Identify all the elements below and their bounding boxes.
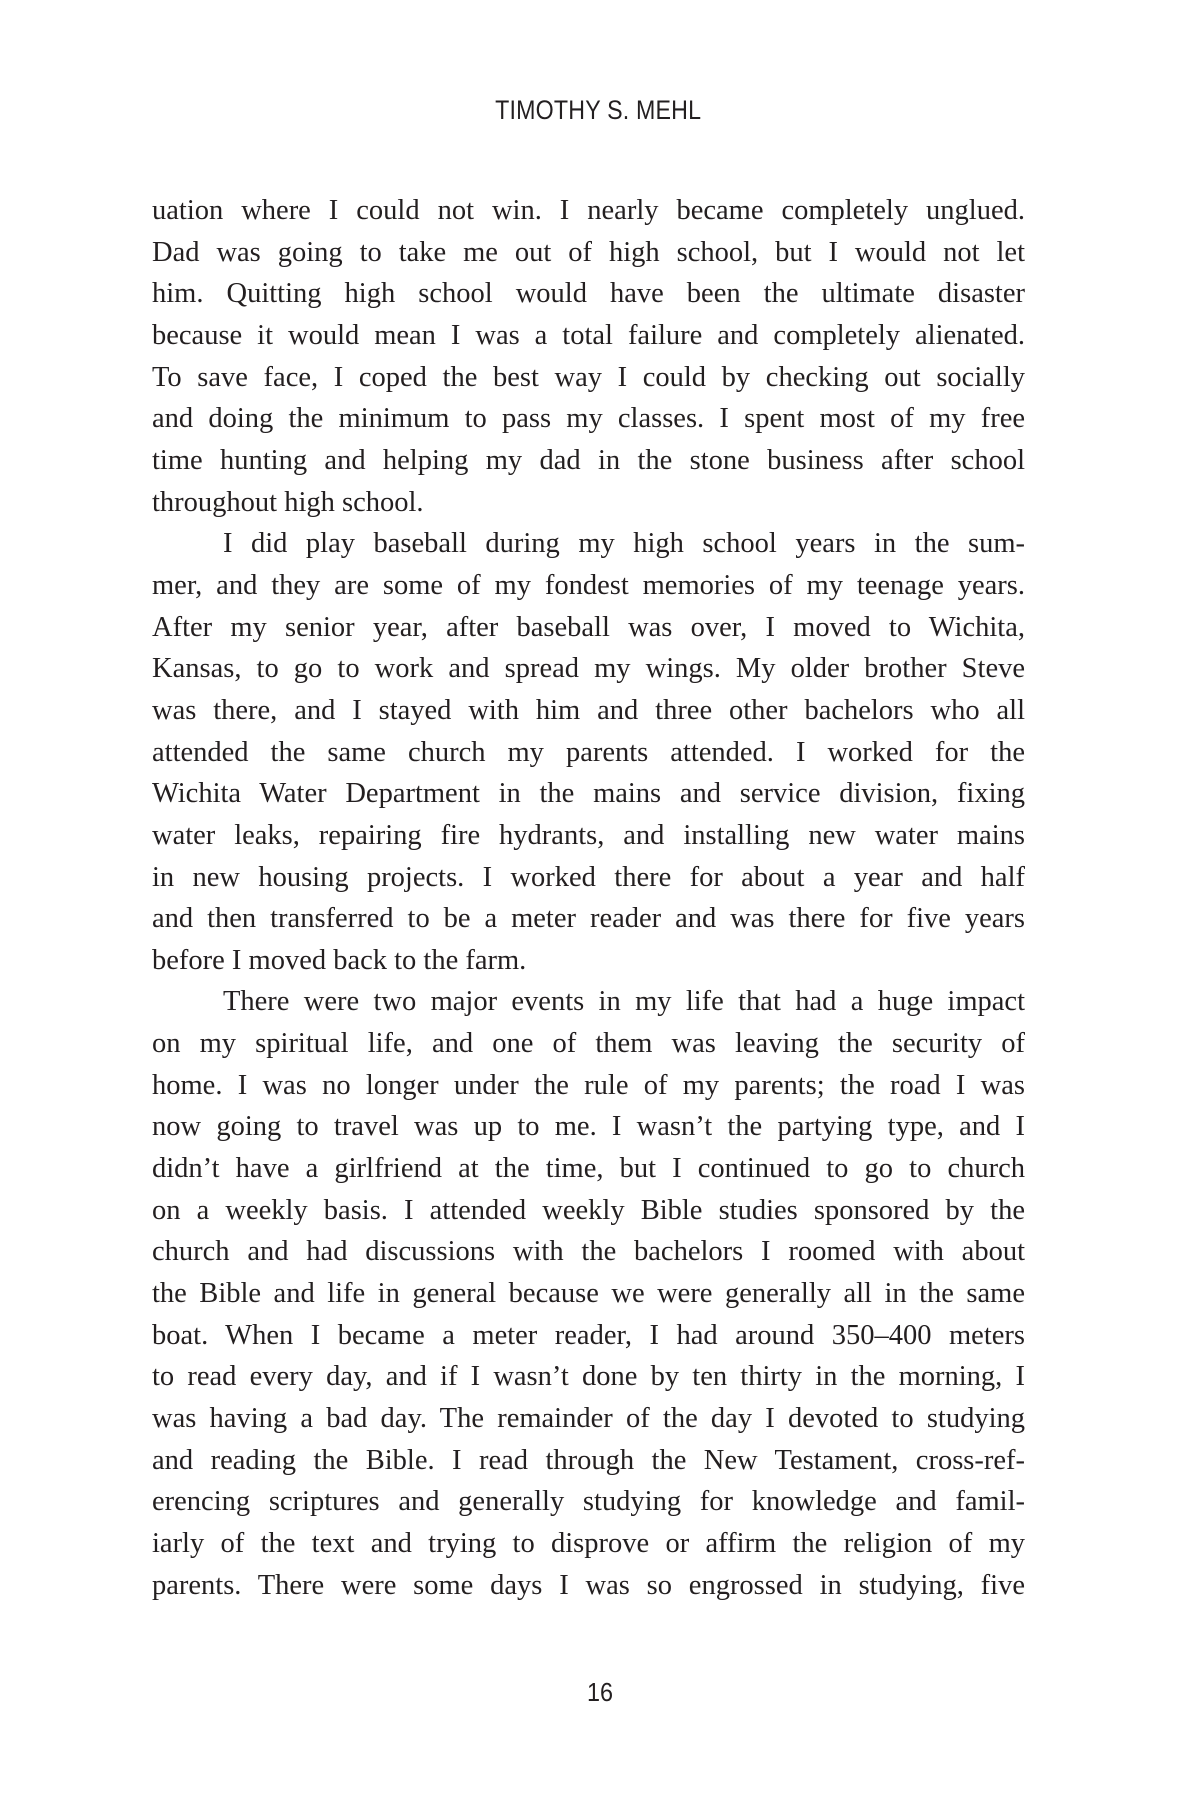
text-line: to read every day, and if I wasn’t done by ten thirty in the morning, I	[152, 1361, 1025, 1393]
text-line: and reading the Bible. I read through the New Testament, cross-ref-	[152, 1444, 1025, 1476]
text-line: uation where I could not win. I nearly became completely unglued.	[152, 195, 1025, 226]
text-line: home. I was no longer under the rule of my parents; the road I was	[152, 1069, 1025, 1101]
paragraph-2	[152, 523, 1025, 981]
text-line: To save face, I coped the best way I could by checking out socially	[152, 361, 1025, 393]
text-line: the Bible and life in general because we were generally all in the same	[152, 1278, 1025, 1310]
text-line: on a weekly basis. I attended weekly Bible studies sponsored by the	[152, 1194, 1025, 1226]
text-line: I did play baseball during my high school years in the sum-	[223, 528, 1025, 560]
text-line: in new housing projects. I worked there for about a year and half	[152, 861, 1025, 893]
page-number: 16	[586, 1677, 614, 1707]
text-line: Kansas, to go to work and spread my wings. My older brother Steve	[152, 653, 1025, 685]
text-line: Dad was going to take me out of high school, but I would not let	[152, 236, 1025, 268]
text-line: Wichita Water Department in the mains and service division, fixing	[152, 778, 1025, 810]
text-line: now going to travel was up to me. I wasn’t the partying type, and I	[152, 1111, 1025, 1143]
text-line: was having a bad day. The remainder of the day I devoted to studying	[152, 1403, 1025, 1435]
running-head-author: TIMOTHY S. MEHL	[495, 95, 702, 125]
text-line: mer, and they are some of my fondest memories of my teenage years.	[152, 569, 1025, 601]
text-line: water leaks, repairing fire hydrants, and installing new water mains	[152, 819, 1025, 851]
text-line: boat. When I became a meter reader, I had around 350–400 meters	[152, 1319, 1025, 1351]
text-line: and then transferred to be a meter reader and was there for five years	[152, 903, 1025, 935]
text-line: and doing the minimum to pass my classes. I spent most of my free	[152, 403, 1025, 435]
text-line: After my senior year, after baseball was over, I moved to Wichita,	[152, 611, 1025, 643]
text-line: before I moved back to the farm.	[152, 944, 527, 976]
text-line: didn’t have a girlfriend at the time, but I continued to go to church	[152, 1153, 1025, 1185]
text-line: because it would mean I was a total failure and completely alienated.	[152, 319, 1025, 351]
paragraph-1	[152, 190, 1025, 523]
text-line: on my spiritual life, and one of them was leaving the security of	[152, 1028, 1025, 1060]
text-line: attended the same church my parents attended. I worked for the	[152, 736, 1025, 768]
text-line: him. Quitting high school would have been the ultimate disaster	[152, 278, 1025, 310]
text-line: parents. There were some days I was so engrossed in studying, five	[152, 1569, 1025, 1601]
body-text	[152, 190, 1025, 1606]
text-line: throughout high school.	[152, 486, 424, 518]
text-line: There were two major events in my life that had a huge impact	[223, 986, 1025, 1018]
paragraph-3	[152, 981, 1025, 1606]
text-line: iarly of the text and trying to disprove or affirm the religion of my	[152, 1528, 1025, 1559]
text-line: church and had discussions with the bachelors I roomed with about	[152, 1236, 1025, 1268]
text-line: erencing scriptures and generally studying for knowledge and famil-	[152, 1486, 1025, 1518]
text-line: time hunting and helping my dad in the stone business after school	[152, 444, 1025, 476]
text-line: was there, and I stayed with him and three other bachelors who all	[152, 694, 1025, 726]
